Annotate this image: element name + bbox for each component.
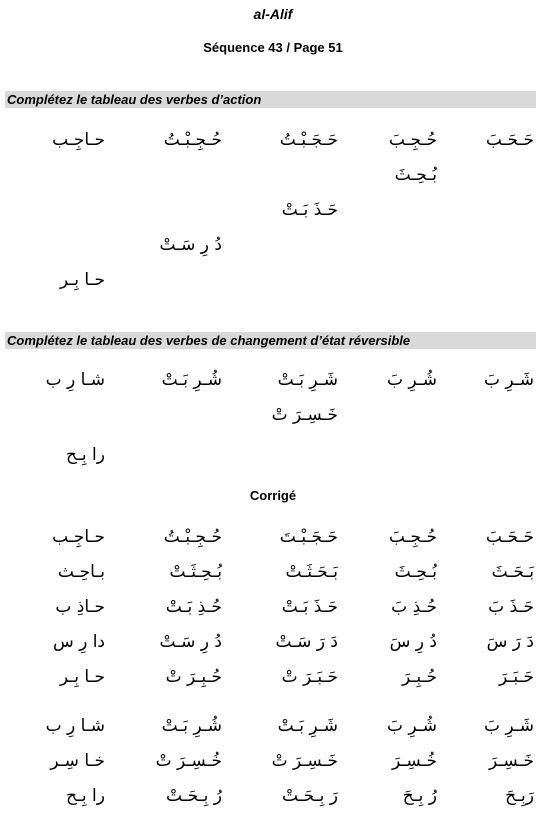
verb-cell: دُ رِ سَـتْ [159, 632, 222, 652]
verb-cell: حَـذَ بَـتْ [281, 200, 338, 220]
verb-cell: خـا سِـر [50, 751, 105, 771]
verb-cell: دَ رَ سَـتْ [275, 632, 338, 652]
verb-cell: دا رِ س [52, 632, 105, 652]
verb-cell: دُ رِ سَـتْ [159, 235, 222, 255]
verb-cell: حَـبَـرَ تْ [281, 667, 338, 687]
verb-cell: شَـرِ بَ [483, 716, 534, 736]
exercise2-instruction: Complétez le tableau des verbes de changement d’état réversible [5, 332, 536, 349]
verb-cell: حُـجِـبْـتُ [163, 130, 222, 150]
book-title: al-Alif [253, 6, 293, 22]
verb-cell: شَـرِ بَـتْ [277, 716, 338, 736]
verb-cell: رُ بِـحَ [402, 786, 437, 806]
exercise1-instruction: Complétez le tableau des verbes d’action [5, 91, 536, 108]
verb-cell: رَ بِـحَـتْ [282, 786, 338, 806]
verb-cell: دُ رِ سَ [389, 632, 437, 652]
verb-cell: حـاجِـب [52, 527, 105, 547]
verb-cell: حُـبِـرَ تْ [165, 667, 222, 687]
verb-cell: بـاحِـث [57, 562, 105, 582]
verb-cell: رَبِـحَ [505, 786, 534, 806]
verb-cell: شُـرِ بَـتْ [161, 716, 222, 736]
verb-cell: شُـرِ بَـتْ [161, 370, 222, 390]
corrige-title: Corrigé [249, 488, 297, 503]
verb-cell: دَ رَ سَ [486, 632, 534, 652]
verb-cell: حَـجَـبْـتُ [279, 130, 338, 150]
verb-cell: بُـحِـثَ [394, 165, 437, 185]
verb-cell: بَـحَـثَ [491, 562, 534, 582]
verb-cell: حَـحَـبَ [485, 527, 534, 547]
verb-cell: بُـحِـثَ [394, 562, 437, 582]
verb-cell: حُـجِـبَ [388, 527, 437, 547]
verb-cell: خُـسِـرَ تْ [155, 751, 222, 771]
verb-cell: حـا بِـر [59, 667, 105, 687]
verb-cell: حـا بِـر [59, 270, 105, 290]
verb-cell: حـاجِـب [52, 130, 105, 150]
verb-cell: حَـذَ بَـتْ [281, 597, 338, 617]
verb-cell: حَـجَـبْـتَ [279, 527, 338, 547]
verb-cell: را بِـح [65, 445, 105, 465]
verb-cell: حـاذِ ب [55, 597, 105, 617]
verb-cell: حُـذِ بَ [391, 597, 437, 617]
verb-cell: حُـذِ بَـتْ [165, 597, 222, 617]
verb-cell: خَـسِـرَ تْ [271, 405, 338, 425]
verb-cell: شُـرِ بَ [386, 716, 437, 736]
verb-cell: بَـحَـثَـتْ [285, 562, 338, 582]
verb-cell: حُـجِـبَ [388, 130, 437, 150]
verb-cell: حَـبَـرَ [499, 667, 534, 687]
verb-cell: شَـرِ بَـتْ [277, 370, 338, 390]
verb-cell: را بِـح [65, 786, 105, 806]
verb-cell: رُ بِـحَـتْ [166, 786, 222, 806]
verb-cell: خَـسِـرَ [488, 751, 534, 771]
verb-cell: شَـرِ بَ [483, 370, 534, 390]
verb-cell: خَـسِـرَ تْ [271, 751, 338, 771]
sequence-page-label: Séquence 43 / Page 51 [203, 40, 343, 55]
verb-cell: حُـبِـرَ [402, 667, 437, 687]
verb-cell: خُـسِـرَ [391, 751, 437, 771]
verb-cell: حُـجِـبْـتُ [163, 527, 222, 547]
verb-cell: بُـحِـثَـتْ [169, 562, 222, 582]
verb-cell: حَـذَ بَ [488, 597, 534, 617]
verb-cell: شُـرِ بَ [386, 370, 437, 390]
verb-cell: حَـحَـبَ [485, 130, 534, 150]
verb-cell: شـا رِ ب [45, 370, 105, 390]
verb-cell: شـا رِ ب [45, 716, 105, 736]
